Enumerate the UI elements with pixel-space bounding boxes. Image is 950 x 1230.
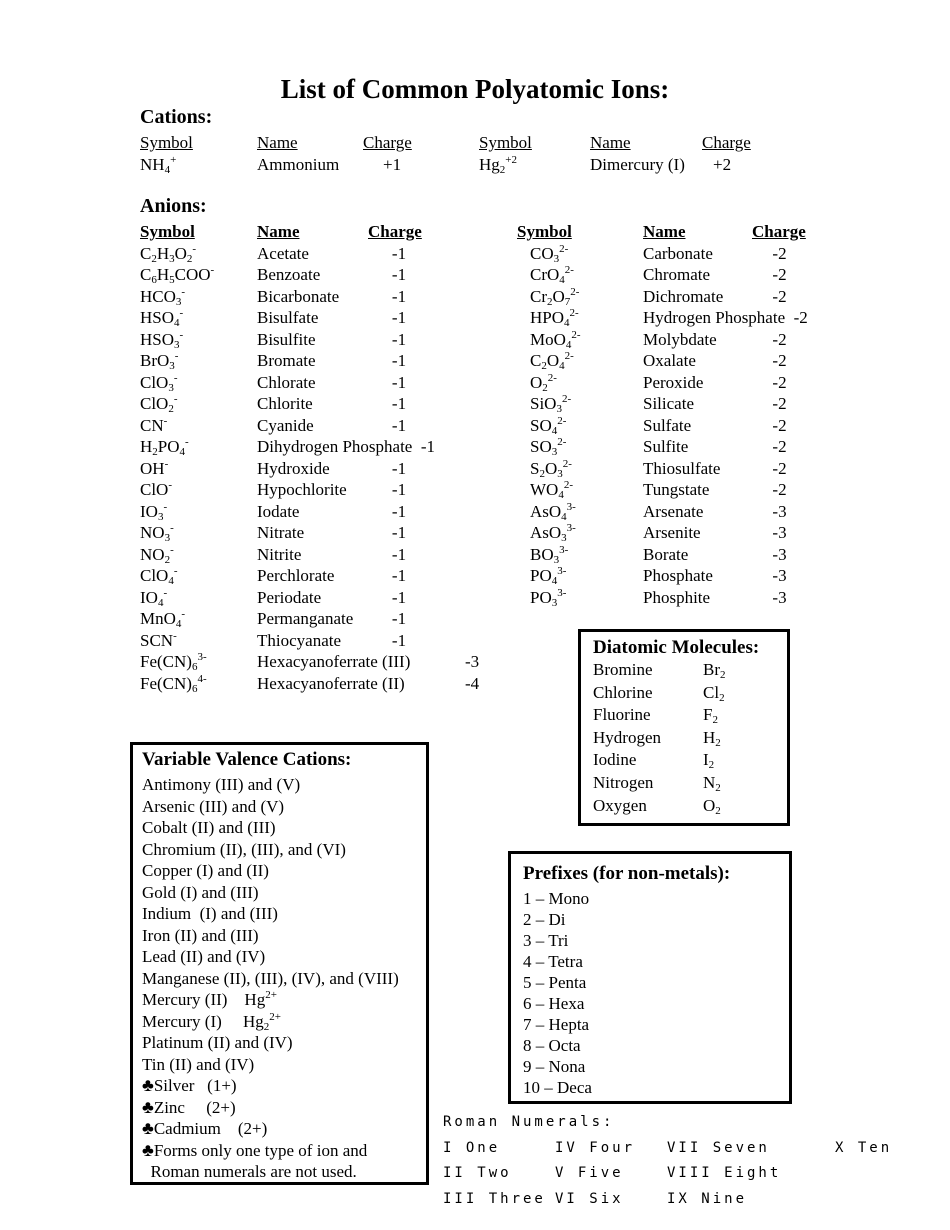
anion-charge: -1	[391, 630, 407, 650]
anion-symbol: $IO_3^-$	[140, 500, 168, 523]
element-formula: $O_2$	[703, 795, 721, 817]
anion-charge: -1	[391, 523, 407, 542]
element-name: Bromine	[593, 660, 653, 679]
prefix-item: 9 – Nona	[523, 1057, 586, 1076]
anion-symbol: $HSO_4^-$	[140, 307, 184, 329]
anion-row	[517, 522, 808, 544]
anion-charge: -2	[772, 265, 787, 284]
roman-numeral-entry: VIII Eight	[667, 1165, 782, 1181]
anions-header-row	[517, 221, 808, 243]
anion-symbol: $HCO_3^-$	[140, 285, 186, 308]
anion-symbol: ClO$_3$-	[140, 371, 178, 394]
anion-symbol: MnO$_4$-	[140, 608, 186, 630]
anion-name: Peroxide	[643, 372, 704, 392]
anion-name: Chlorate	[257, 372, 316, 392]
element-formula: $Br_2$	[703, 660, 726, 681]
column-header: Charge	[368, 222, 422, 241]
anion-name: Thiosulfate	[643, 458, 721, 478]
anion-name: Cyanide	[257, 415, 314, 435]
anion-charge: -1	[391, 351, 407, 370]
valence-item: Indium (I) and (III)	[142, 904, 278, 923]
roman-numerals-grid	[443, 1136, 923, 1213]
anion-symbol: $S_2O_3^{2-}$	[530, 457, 572, 480]
anion-charge: -3	[772, 523, 787, 542]
anion-symbol: ClO-	[140, 479, 173, 499]
column-header: Symbol	[517, 222, 572, 241]
anion-name: Sulfite	[643, 437, 689, 456]
element-name: Iodine	[593, 750, 637, 770]
variable-valence-box	[130, 742, 429, 1185]
valence-item: Iron (II) and (III)	[142, 925, 259, 945]
anion-charge: -1	[391, 329, 407, 349]
anion-row	[140, 608, 435, 630]
diatomic-row	[593, 682, 787, 705]
roman-numeral-entry: IX Nine	[667, 1190, 748, 1207]
anion-symbol: $O_2^{2-}$	[530, 371, 557, 394]
anion-symbol: $NO_3^-$	[140, 522, 174, 544]
roman-numeral-entry	[835, 1161, 923, 1187]
anion-charge: -1	[391, 566, 407, 585]
roman-numeral-entry	[835, 1187, 923, 1213]
anion-row	[517, 479, 808, 501]
anion-name: Perchlorate	[257, 566, 335, 585]
valence-item: Manganese (II), (III), (IV), and (VIII)	[142, 968, 399, 988]
cation-charge: +2	[713, 155, 732, 174]
anion-name: Iodate	[257, 501, 300, 521]
anion-charge: -3	[772, 501, 787, 521]
anion-symbol: ClO$_4$-	[140, 565, 178, 587]
anion-charge: -2	[772, 458, 787, 478]
anion-charge: -2	[772, 351, 787, 370]
anion-name-and-charge: Dihydrogen Phosphate -1	[257, 437, 436, 456]
anion-charge: -2	[772, 437, 787, 456]
prefix-item: 5 – Penta	[523, 973, 587, 992]
anion-charge: -1	[391, 480, 407, 499]
cation-name: Ammonium	[257, 155, 340, 174]
anion-row	[140, 264, 435, 286]
diatomic-row	[593, 795, 787, 818]
cation-symbol: $NH_4^+$	[140, 154, 177, 176]
anion-row	[140, 307, 435, 329]
anions-heading: Anions:	[140, 195, 207, 217]
anion-charge: -1	[391, 544, 407, 564]
roman-numeral-entry: V Five	[555, 1165, 624, 1181]
diatomic-molecules-title: Diatomic Molecules:	[593, 637, 760, 658]
anion-symbol: $WO_4^{2-}$	[530, 479, 573, 501]
prefix-item: 2 – Di	[523, 910, 566, 929]
roman-numeral-entry: VI Six	[555, 1190, 624, 1207]
anion-charge: -2	[772, 329, 787, 349]
anion-row	[140, 286, 435, 308]
valence-item: Chromium (II), (III), and (VI)	[142, 839, 346, 859]
anion-row	[140, 329, 435, 351]
anion-charge: -2	[772, 415, 787, 435]
anion-row	[140, 565, 435, 587]
valence-item: Mercury (II) $Hg^{2+}$	[142, 989, 277, 1009]
anion-charge: -1	[391, 394, 407, 413]
roman-numeral-entry: I One	[443, 1139, 501, 1156]
anion-charge: -1	[391, 265, 407, 284]
anion-name: Silicate	[643, 394, 694, 413]
anion-symbol: $C_2O_4^{2-}$	[530, 350, 574, 372]
anion-row	[140, 243, 435, 265]
anion-symbol: CrO$_4^{2-}$	[530, 264, 574, 286]
roman-numeral-entry: X Ten	[835, 1139, 893, 1156]
anion-row	[517, 415, 808, 437]
element-formula: $I_2$	[703, 750, 715, 772]
anion-name: Molybdate	[643, 329, 717, 349]
anion-row	[517, 501, 808, 523]
diatomic-row	[593, 659, 787, 682]
anion-symbol: SiO$_3^{2-}$	[530, 393, 572, 415]
anion-symbol: ClO$_2$-	[140, 393, 178, 415]
anion-row	[140, 501, 435, 523]
page-title: List of Common Polyatomic Ions:	[280, 74, 670, 104]
anion-charge: -3	[772, 544, 787, 564]
anion-name: Sulfate	[643, 415, 692, 435]
anion-charge: -2	[772, 286, 787, 306]
anion-charge: -3	[772, 587, 787, 607]
prefix-item: 10 – Deca	[523, 1078, 592, 1097]
anion-name: Bromate	[257, 351, 316, 370]
clover-icon: ♣	[142, 1075, 154, 1095]
valence-item: Platinum (II) and (IV)	[142, 1033, 293, 1052]
anion-row	[140, 372, 435, 394]
anion-symbol: $IO_4^-$	[140, 586, 168, 609]
anion-name: Phosphate	[643, 566, 713, 585]
prefixes-box	[508, 851, 792, 1104]
anion-name: Thiocyanate	[257, 630, 342, 650]
anion-name: Dichromate	[643, 286, 724, 306]
anion-name: Nitrite	[257, 544, 302, 564]
anion-charge: -3	[465, 652, 480, 671]
prefix-item: 8 – Octa	[523, 1036, 581, 1055]
anion-name: Permanganate	[257, 609, 354, 628]
cation-charge: +1	[383, 155, 402, 174]
anion-charge: -1	[391, 286, 407, 306]
diatomic-row	[593, 772, 787, 795]
roman-numeral-entry: III Three	[443, 1190, 546, 1207]
prefix-item: 4 – Tetra	[523, 952, 583, 971]
diatomic-molecules-box	[578, 629, 790, 826]
valence-item: Cobalt (II) and (III)	[142, 818, 276, 837]
cations-table	[140, 132, 764, 176]
anion-name: Hypochlorite	[257, 480, 347, 499]
anion-symbol: $H_2PO_4^-$	[140, 436, 189, 458]
roman-numerals-heading: Roman Numerals:	[443, 1114, 615, 1130]
anion-row	[140, 458, 435, 480]
anion-charge: -2	[772, 394, 787, 413]
clover-icon: ♣	[142, 1096, 154, 1117]
roman-numerals-section	[443, 1110, 923, 1212]
anion-symbol: $Fe(CN)_6^{3-}$	[140, 651, 207, 673]
anion-charge: -1	[391, 308, 407, 327]
anion-row	[517, 372, 808, 394]
diatomic-row	[593, 727, 787, 750]
anion-symbol: $Fe(CN)_6^{4-}$	[140, 672, 207, 695]
anion-row	[140, 350, 435, 372]
element-formula: $Cl_2$	[703, 682, 725, 704]
valence-item: Gold (I) and (III)	[142, 882, 259, 902]
anion-name: Bisulfate	[257, 308, 319, 327]
column-header: Charge	[752, 222, 806, 241]
cation-row	[140, 154, 764, 176]
anion-row	[517, 587, 808, 609]
anions-header-row	[140, 221, 435, 243]
anion-row	[140, 393, 435, 415]
prefixes-list	[511, 888, 789, 1098]
anion-symbol: $SO_3^{2-}$	[530, 436, 567, 458]
valence-item: Lead (II) and (IV)	[142, 947, 266, 966]
clover-icon: ♣	[142, 1139, 154, 1160]
anion-row	[140, 544, 435, 566]
diatomic-molecules-list	[581, 659, 787, 817]
element-name: Fluorine	[593, 705, 651, 725]
anion-symbol: $NO_2^-$	[140, 543, 174, 566]
anion-name: Hexacyanoferrate (II)	[257, 673, 405, 693]
anion-name: Hydroxide	[257, 458, 330, 478]
diatomic-row	[593, 704, 787, 727]
anion-symbol: MoO$_4^{2-}$	[530, 328, 581, 351]
anion-row	[517, 307, 808, 329]
anion-symbol: OH-	[140, 457, 169, 478]
anion-symbol: $Cr_2O_7^{2-}$	[530, 285, 580, 308]
roman-numeral-entry: II Two	[443, 1165, 512, 1181]
anion-name: Borate	[643, 544, 689, 564]
column-header: Symbol	[140, 222, 195, 241]
diatomic-row	[593, 749, 787, 772]
element-formula: $N_2$	[703, 772, 721, 794]
anion-charge: -2	[772, 480, 787, 499]
anion-name: Chlorite	[257, 394, 313, 413]
anions-table-left	[140, 221, 480, 695]
anion-name: Nitrate	[257, 523, 305, 542]
element-formula: $F_2$	[703, 705, 718, 727]
anion-name: Carbonate	[643, 243, 713, 263]
element-formula: $H_2$	[703, 727, 721, 749]
roman-numeral-entry: VII Seven	[667, 1139, 770, 1156]
anion-name: Benzoate	[257, 265, 321, 284]
valence-item: Tin (II) and (IV)	[142, 1054, 255, 1074]
anion-charge: -1	[391, 458, 407, 478]
valence-item: ♣Forms only one type of ion and	[142, 1139, 368, 1160]
valence-item: Mercury (I) $Hg_2^{2+}$	[142, 1010, 282, 1033]
anion-row	[517, 458, 808, 480]
anion-symbol: CN-	[140, 414, 168, 435]
anion-charge: -1	[391, 587, 407, 607]
valence-item: Arsenic (III) and (V)	[142, 796, 285, 816]
anion-row	[517, 350, 808, 372]
element-name: Hydrogen	[593, 727, 661, 747]
anion-name: Hexacyanoferrate (III)	[257, 652, 411, 671]
anion-symbol: $PO_3^{3-}$	[530, 586, 567, 609]
anion-name: Chromate	[643, 265, 711, 284]
anion-row	[140, 651, 480, 673]
anion-row	[140, 415, 435, 437]
anion-row	[517, 286, 808, 308]
anion-charge: -2	[772, 372, 787, 392]
column-header: Symbol	[479, 133, 532, 152]
anion-name: Arsenite	[643, 523, 701, 542]
anion-name: Acetate	[257, 243, 309, 263]
anion-symbol: $BO_3^{3-}$	[530, 543, 569, 566]
anion-row	[517, 544, 808, 566]
valence-item: Copper (I) and (II)	[142, 861, 269, 880]
anions-table-right	[517, 221, 808, 608]
anion-charge: -1	[391, 415, 407, 435]
anion-name-and-charge: Hydrogen Phosphate -2	[643, 308, 808, 327]
anion-name: Tungstate	[643, 480, 710, 499]
column-header: Name	[257, 222, 300, 241]
anion-charge: -2	[772, 243, 787, 263]
column-header: Name	[257, 133, 298, 152]
anion-row	[517, 565, 808, 587]
anion-name: Periodate	[257, 587, 322, 607]
anion-symbol: $HSO_3^-$	[140, 328, 184, 351]
valence-item: ♣Cadmium (2+)	[142, 1118, 268, 1138]
anion-row	[517, 393, 808, 415]
valence-item: Roman numerals are not used.	[142, 1162, 357, 1181]
anion-name: Phosphite	[643, 587, 711, 607]
anion-charge: -1	[391, 609, 407, 628]
cation-symbol: $Hg_2^{+2}$	[479, 154, 517, 176]
cations-heading: Cations:	[140, 106, 213, 128]
valence-item: ♣Zinc (2+)	[142, 1096, 236, 1117]
anion-row	[517, 329, 808, 351]
anion-row	[140, 587, 435, 609]
anion-symbol: BrO$_3$-	[140, 350, 179, 372]
cation-name: Dimercury (I)	[590, 155, 685, 174]
variable-valence-list	[133, 774, 426, 1183]
column-header: Charge	[702, 133, 751, 152]
anion-charge: -1	[391, 243, 407, 263]
anion-name: Arsenate	[643, 501, 704, 521]
anion-name: Bisulfite	[257, 329, 316, 349]
anion-symbol: AsO$_4^{3-}$	[530, 500, 576, 523]
anion-row	[517, 264, 808, 286]
valence-item: ♣Silver (1+)	[142, 1075, 237, 1095]
prefix-item: 1 – Mono	[523, 889, 590, 908]
prefix-item: 7 – Hepta	[523, 1015, 590, 1034]
anion-symbol: $PO_4^{3-}$	[530, 565, 567, 587]
anion-charge: -1	[391, 501, 407, 521]
prefix-item: 6 – Hexa	[523, 994, 585, 1013]
anion-symbol: $HPO_4^{2-}$	[530, 307, 579, 329]
anion-symbol: AsO$_3^{3-}$	[530, 522, 576, 544]
anion-row	[140, 479, 435, 501]
anion-symbol: $C_6H_5COO^-$	[140, 264, 215, 286]
column-header: Symbol	[140, 133, 193, 152]
anion-row	[140, 630, 435, 652]
anion-symbol: $SO_4^{2-}$	[530, 414, 567, 437]
anion-symbol: $C_2H_3O_2^-$	[140, 242, 197, 265]
clover-icon: ♣	[142, 1118, 154, 1138]
roman-numeral-entry: IV Four	[555, 1139, 636, 1156]
element-name: Chlorine	[593, 682, 653, 702]
element-name: Oxygen	[593, 795, 647, 815]
variable-valence-title: Variable Valence Cations:	[142, 749, 352, 770]
anion-row	[140, 522, 435, 544]
prefix-item: 3 – Tri	[523, 931, 569, 950]
anion-row	[140, 672, 480, 695]
cations-header-row	[140, 132, 764, 154]
anion-symbol: $CO_3^{2-}$	[530, 242, 569, 265]
anion-charge: -4	[465, 673, 480, 693]
anion-name: Oxalate	[643, 351, 696, 370]
anion-name: Bicarbonate	[257, 286, 340, 306]
anion-row	[140, 436, 435, 458]
valence-item: Antimony (III) and (V)	[142, 775, 301, 794]
column-header: Charge	[363, 133, 412, 152]
element-name: Nitrogen	[593, 772, 654, 792]
anion-symbol: SCN-	[140, 629, 177, 650]
anion-row	[517, 436, 808, 458]
column-header: Name	[643, 222, 686, 241]
prefixes-title: Prefixes (for non-metals):	[523, 863, 731, 884]
anion-row	[517, 243, 808, 265]
column-header: Name	[590, 133, 631, 152]
anion-charge: -3	[772, 566, 787, 585]
anion-charge: -1	[391, 372, 407, 392]
